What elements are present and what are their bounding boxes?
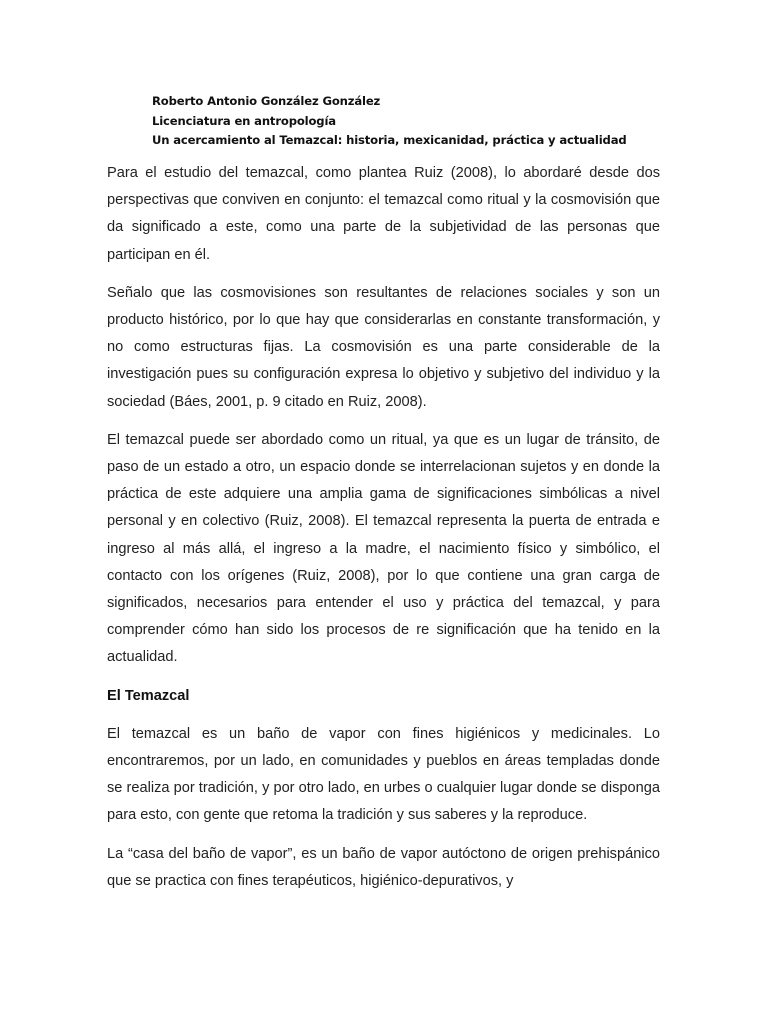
body-paragraph: Para el estudio del temazcal, como plantea Ruiz (2008), lo abordaré desde dos perspectivas que conviven en conjunto: el temazcal como ritual y la cosmovisión que da significado a este, como una parte de la subjetividad de las personas que participan en él.: [107, 165, 660, 263]
document-header: [152, 92, 627, 151]
document-title: Un acercamiento al Temazcal: historia, mexicanidad, práctica y actualidad: [152, 133, 627, 147]
body-paragraph: El temazcal puede ser abordado como un ritual, ya que es un lugar de tránsito, de paso de un estado a otro, un espacio donde se interrelacionan sujetos y en donde la práctica de este adquiere una amplia gama de significaciones simbólicas a nivel personal y en colectivo (Ruiz, 2008). El temazcal representa la puerta de entrada e ingreso al más allá, el ingreso a la madre, el nacimiento físico y simbólico, el contacto con los orígenes (Ruiz, 2008), por lo que contiene una gran carga de significados, necesarios para entender el uso y práctica del temazcal, y para comprender cómo han sido los procesos de re significación que ha tenido en la actualidad.: [107, 431, 660, 666]
body-paragraph: Señalo que las cosmovisiones son resultantes de relaciones sociales y son un producto histórico, por lo que hay que considerarlas en constante transformación, y no como estructuras fijas. La cosmovisión es una parte considerable de la investigación pues su configuración expresa lo objetivo y subjetivo del individuo y la sociedad (Báes, 2001, p. 9 citado en Ruiz, 2008).: [107, 284, 660, 410]
section-heading: El Temazcal: [107, 687, 190, 704]
section-paragraph: La “casa del baño de vapor”, es un baño de vapor autóctono de origen prehispánico que se practica con fines terapéuticos, higiénico-depurativos, y: [107, 845, 660, 889]
author-name: Roberto Antonio González González: [152, 94, 381, 108]
degree-program: Licenciatura en antropología: [152, 113, 336, 128]
document-body: [107, 160, 660, 906]
section-paragraph: El temazcal es un baño de vapor con fines higiénicos y medicinales. Lo encontraremos, por un lado, en comunidades y pueblos en áreas templadas donde se realiza por tradición, y por otro lado, en urbes o cualquier lugar donde se disponga para esto, con gente que retoma la tradición y sus saberes y la reproduce.: [107, 725, 660, 824]
